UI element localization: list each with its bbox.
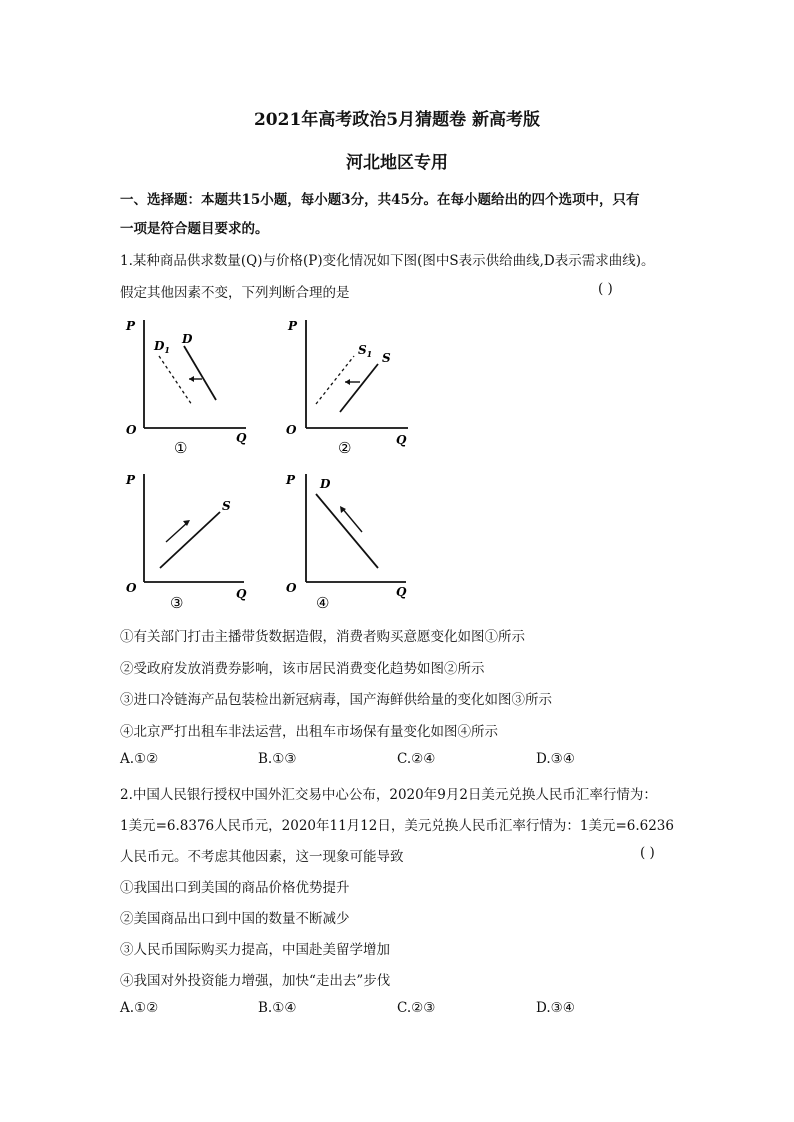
fig4-x-axis-label: Q	[396, 585, 407, 599]
fig4-demand-curve	[316, 494, 378, 568]
fig1-curve-label: D	[182, 332, 193, 346]
fig3-origin-label: O	[126, 581, 137, 595]
fig1-arrow-head	[189, 376, 194, 382]
fig4-origin-label: O	[286, 581, 297, 595]
q2-statement-4: ④我国对外投资能力增强，加快“走出去”步伐	[120, 973, 391, 989]
q2-statement-2: ②美国商品出口到中国的数量不断减少	[120, 911, 350, 927]
fig2-curve-label: S	[382, 351, 391, 365]
fig4-curve-label: D	[320, 477, 331, 491]
q2-statement-3: ③人民币国际购买力提高，中国赴美留学增加	[120, 942, 390, 958]
q1-option-b[interactable]: B.①③	[258, 751, 297, 767]
q1-option-a[interactable]: A.①②	[120, 751, 159, 767]
q1-statement-2: ②受政府发放消费券影响，该市居民消费变化趋势如图②所示	[120, 661, 485, 677]
fig1-number: ①	[174, 439, 188, 457]
fig4-number: ④	[316, 594, 330, 612]
fig2-origin-label: O	[286, 423, 297, 437]
fig3-x-axis-label: Q	[236, 587, 247, 601]
figure-4	[282, 468, 432, 618]
fig4-y-axis-label: P	[286, 473, 296, 487]
page-subtitle: 河北地区专用	[346, 153, 448, 173]
fig1-demand-curve	[184, 346, 216, 400]
q2-option-b[interactable]: B.①④	[258, 1000, 297, 1016]
page-title: 2021年高考政治5月猜题卷 新高考版	[253, 110, 541, 130]
q1-option-d[interactable]: D.③④	[536, 751, 575, 767]
q1-statement-4: ④北京严打出租车非法运营，出租车市场保有量变化如图④所示	[120, 724, 498, 740]
q2-stem: 2.中国人民银行授权中国外汇交易中心公布，2020年9月2日美元兑换人民币汇率行情为：	[120, 787, 657, 803]
fig1-shifted-demand-curve	[159, 356, 192, 405]
q2-statement-1: ①我国出口到美国的商品价格优势提升	[120, 880, 350, 896]
q2-option-c[interactable]: C.②③	[397, 1000, 436, 1016]
q1-statement-1: ①有关部门打击主播带货数据造假，消费者购买意愿变化如图①所示	[120, 629, 525, 645]
section-heading: 一、选择题：本题共15小题，每小题3分，共45分。在每小题给出的四个选项中，只有	[120, 192, 640, 208]
fig1-shifted-label: $D_1$	[154, 339, 170, 355]
fig1-origin-label: O	[126, 423, 137, 437]
q2-answer-blank: ( )	[640, 845, 655, 861]
q2-option-d[interactable]: D.③④	[536, 1000, 575, 1016]
fig3-y-axis-label: P	[126, 473, 136, 487]
figure-2	[282, 312, 432, 462]
q1-option-c[interactable]: C.②④	[397, 751, 436, 767]
section-heading-cont: 一项是符合题目要求的。	[120, 221, 269, 237]
fig2-y-axis-label: P	[288, 319, 298, 333]
fig2-x-axis-label: Q	[396, 433, 407, 447]
q1-stem-cont: 假定其他因素不变，下列判断合理的是	[120, 285, 350, 301]
fig1-y-axis-label: P	[126, 319, 136, 333]
fig3-number: ③	[170, 594, 184, 612]
fig2-number: ②	[338, 439, 352, 457]
q2-option-a[interactable]: A.①②	[120, 1000, 159, 1016]
fig2-arrow-head	[345, 379, 350, 385]
figure-1	[120, 312, 270, 462]
q1-statement-3: ③进口冷链海产品包装检出新冠病毒，国产海鲜供给量的变化如图③所示	[120, 692, 552, 708]
fig3-curve-label: S	[222, 499, 231, 513]
fig2-shifted-label: $S_1$	[358, 343, 373, 359]
q2-stem-cont-2: 人民币元。不考虑其他因素，这一现象可能导致	[120, 849, 404, 865]
figure-3	[120, 468, 270, 618]
q1-stem: 1.某种商品供求数量(Q)与价格(P)变化情况如下图(图中S表示供给曲线,D表示需求曲线)。	[120, 253, 655, 269]
fig2-supply-curve	[340, 364, 378, 412]
q1-answer-blank: ( )	[598, 281, 613, 297]
q2-stem-cont: 1美元=6.8376人民币元，2020年11月12日，美元兑换人民币汇率行情为：1美元=6.6236	[120, 818, 674, 834]
fig3-movement-arrow	[166, 522, 188, 542]
fig1-x-axis-label: Q	[236, 431, 247, 445]
fig2-shifted-supply-curve	[316, 356, 354, 404]
